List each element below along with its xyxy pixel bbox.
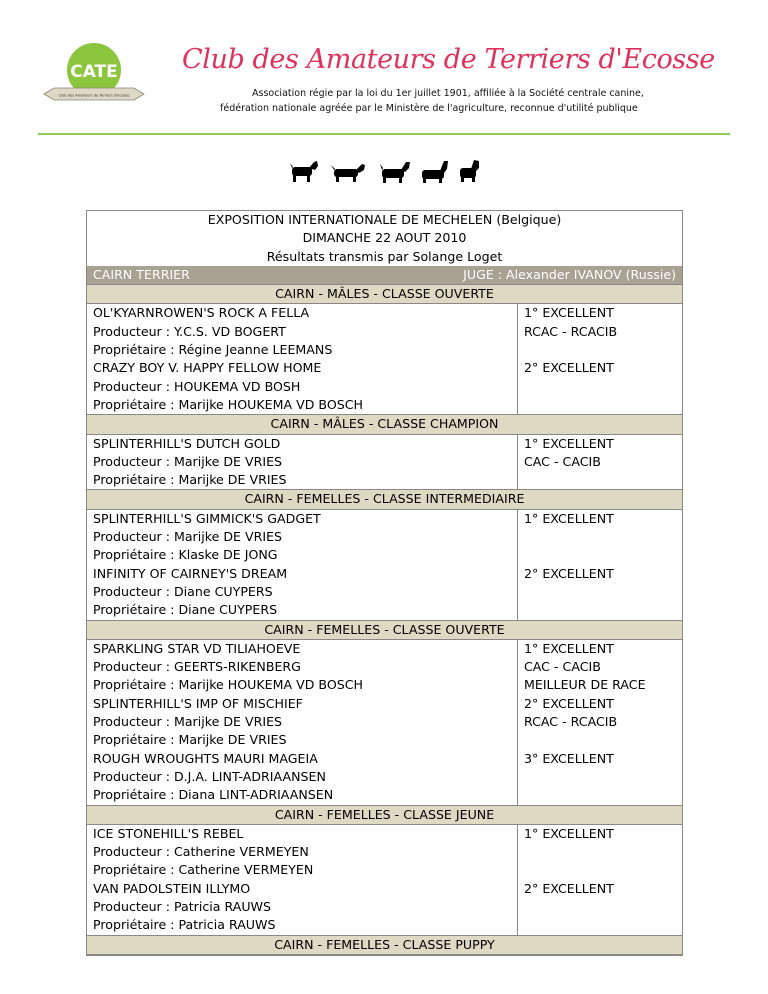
dog-producer: Producteur : Marijke DE VRIES: [93, 453, 283, 469]
terrier-silhouette-2: [331, 164, 365, 182]
dog-award: RCAC - RCACIB: [524, 714, 618, 730]
dog-owner: Propriétaire : Catherine VERMEYEN: [93, 862, 314, 878]
dog-entry: [87, 565, 682, 620]
dog-owner: Propriétaire : Marijke DE VRIES: [93, 732, 287, 748]
dog-entry: [87, 435, 682, 490]
subtitle-line-1: Association régie par la loi du 1er juillet 1901, affiliée à la Société centrale canine,: [252, 88, 644, 99]
subtitle-line-2: fédération nationale agréée par le Ministère de l'agriculture, reconnue d'utilité publique: [220, 103, 638, 114]
dog-results: [518, 435, 682, 490]
dog-producer: Producteur : Marijke DE VRIES: [93, 529, 283, 545]
dog-entry: [87, 510, 682, 565]
dog-owner: Propriétaire : Marijke HOUKEMA VD BOSCH: [93, 396, 364, 412]
dog-name: ICE STONEHILL'S REBEL: [93, 825, 244, 841]
dog-results: [518, 359, 682, 414]
class-section-title: CAIRN - FEMELLES - CLASSE INTERMEDIAIRE: [87, 489, 682, 509]
dog-details: [87, 304, 518, 359]
dog-producer: Producteur : Diane CUYPERS: [93, 583, 273, 599]
dog-owner: Propriétaire : Marijke DE VRIES: [93, 472, 287, 488]
dog-owner: Propriétaire : Diane CUYPERS: [93, 602, 278, 618]
dog-name: SPARKLING STAR VD TILIAHOEVE: [93, 640, 301, 656]
dog-award: 2° EXCELLENT: [524, 695, 614, 711]
show-intro: [87, 211, 682, 266]
dog-award: 1° EXCELLENT: [524, 510, 614, 526]
dog-award: RCAC - RCACIB: [524, 323, 618, 339]
dog-owner: Propriétaire : Régine Jeanne LEEMANS: [93, 342, 333, 358]
judge-name: JUGE : Alexander IVANOV (Russie): [463, 266, 676, 282]
header-divider: [38, 133, 730, 135]
dog-entry: [87, 640, 682, 695]
dog-award: 2° EXCELLENT: [524, 360, 614, 376]
dog-award: 1° EXCELLENT: [524, 435, 614, 451]
dog-details: [87, 750, 518, 805]
dog-name: SPLINTERHILL'S IMP OF MISCHIEF: [93, 695, 303, 711]
dog-details: [87, 640, 518, 695]
dog-entry: [87, 304, 682, 359]
breed-name: CAIRN TERRIER: [93, 266, 190, 282]
show-title: EXPOSITION INTERNATIONALE DE MECHELEN (Belgique): [207, 212, 562, 227]
dog-producer: Producteur : GEERTS-RIKENBERG: [93, 659, 301, 675]
terrier-silhouettes: [290, 156, 480, 184]
dog-name: CRAZY BOY V. HAPPY FELLOW HOME: [93, 360, 322, 376]
dog-owner: Propriétaire : Diana LINT-ADRIAANSEN: [93, 787, 334, 803]
dog-owner: Propriétaire : Marijke HOUKEMA VD BOSCH: [93, 677, 364, 693]
dog-award: CAC - CACIB: [524, 659, 601, 675]
dog-details: [87, 695, 518, 750]
dog-details: [87, 880, 518, 935]
dog-entry: [87, 695, 682, 750]
dog-details: [87, 359, 518, 414]
class-section-title: CAIRN - FEMELLES - CLASSE JEUNE: [87, 805, 682, 825]
dog-name: SPLINTERHILL'S GIMMICK'S GADGET: [93, 510, 321, 526]
dog-award: 2° EXCELLENT: [524, 880, 614, 896]
class-section-title: CAIRN - MÂLES - CLASSE CHAMPION: [87, 414, 682, 434]
dog-producer: Producteur : HOUKEMA VD BOSH: [93, 378, 301, 394]
dog-award: CAC - CACIB: [524, 453, 601, 469]
dog-name: VAN PADOLSTEIN ILLYMO: [93, 880, 251, 896]
logo-ribbon-text: Club des Amateurs de Terriers d'Ecosse: [58, 93, 130, 98]
dog-award: 1° EXCELLENT: [524, 305, 614, 321]
dog-entry: [87, 880, 682, 935]
breed-band: [87, 266, 682, 284]
dog-details: [87, 510, 518, 565]
dog-award: 1° EXCELLENT: [524, 640, 614, 656]
dog-producer: Producteur : Marijke DE VRIES: [93, 714, 283, 730]
class-section-title: CAIRN - FEMELLES - CLASSE PUPPY: [87, 935, 682, 955]
dog-results: [518, 695, 682, 750]
results-source: Résultats transmis par Solange Loget: [266, 248, 503, 264]
dog-results: [518, 565, 682, 620]
dog-name: SPLINTERHILL'S DUTCH GOLD: [93, 435, 281, 451]
terrier-silhouette-1: [290, 161, 318, 182]
show-date: DIMANCHE 22 AOUT 2010: [302, 230, 467, 246]
dog-entry: [87, 750, 682, 805]
dog-details: [87, 435, 518, 490]
terrier-silhouette-4: [422, 161, 448, 183]
dog-results: [518, 510, 682, 565]
dog-name: ROUGH WROUGHTS MAURI MAGEIA: [93, 750, 318, 766]
sections-container: [87, 284, 682, 955]
dog-producer: Producteur : Y.C.S. VD BOGERT: [93, 323, 286, 339]
dog-name: INFINITY OF CAIRNEY'S DREAM: [93, 565, 288, 581]
dog-producer: Producteur : Patricia RAUWS: [93, 898, 271, 914]
dog-results: [518, 750, 682, 805]
terrier-silhouette-3: [380, 162, 410, 183]
dog-entry: [87, 359, 682, 414]
dog-award: 1° EXCELLENT: [524, 825, 614, 841]
dog-results: [518, 880, 682, 935]
dog-owner: Propriétaire : Patricia RAUWS: [93, 917, 276, 933]
dog-results: [518, 640, 682, 695]
dog-producer: Producteur : D.J.A. LINT-ADRIAANSEN: [93, 768, 326, 784]
dog-award: 2° EXCELLENT: [524, 565, 614, 581]
results-table: [86, 210, 683, 956]
dog-details: [87, 565, 518, 620]
dog-results: [518, 304, 682, 359]
dog-entry: [87, 825, 682, 880]
dog-name: OL'KYARNROWEN'S ROCK A FELLA: [93, 305, 310, 321]
logo-text: CATE: [70, 62, 118, 82]
dog-results: [518, 825, 682, 880]
class-section-title: CAIRN - MÂLES - CLASSE OUVERTE: [87, 284, 682, 304]
dog-award: 3° EXCELLENT: [524, 750, 614, 766]
dog-award: MEILLEUR DE RACE: [524, 677, 646, 693]
class-section-title: CAIRN - FEMELLES - CLASSE OUVERTE: [87, 620, 682, 640]
cate-logo: [40, 40, 148, 112]
dog-details: [87, 825, 518, 880]
dog-owner: Propriétaire : Klaske DE JONG: [93, 547, 278, 563]
terrier-silhouette-5: [460, 160, 479, 182]
dog-producer: Producteur : Catherine VERMEYEN: [93, 844, 309, 860]
club-title: Club des Amateurs de Terriers d'Ecosse: [182, 44, 715, 75]
